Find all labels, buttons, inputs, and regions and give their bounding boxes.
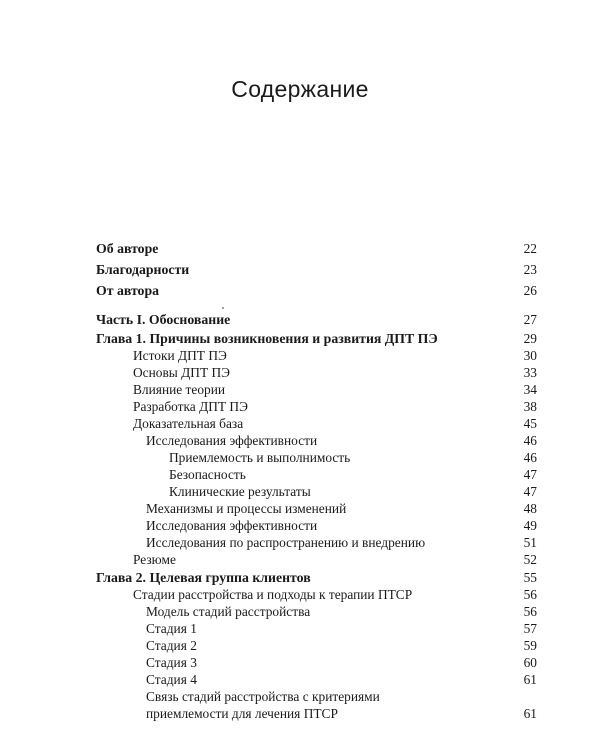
- toc-entry-label: Исследования эффективности: [146, 433, 318, 448]
- toc-entry: [0, 364, 600, 382]
- toc-entry-label: Глава 2. Целевая группа клиентов: [96, 570, 311, 585]
- toc-entry: [0, 449, 600, 467]
- toc-entry-label: Глава 1. Причины возникновения и развития ДПТ ПЭ: [96, 331, 438, 346]
- toc-entry-page: 56: [523, 604, 537, 619]
- toc-entry: [0, 688, 600, 706]
- toc-entry-label: Стадии расстройства и подходы к терапии ПТСР: [133, 587, 413, 602]
- toc-entry: [0, 415, 600, 433]
- toc-entry-label: Резюме: [133, 552, 176, 567]
- toc-entry: [0, 671, 600, 689]
- toc-entry-page: 47: [523, 484, 537, 499]
- toc-entry-page: 59: [523, 638, 537, 653]
- toc-entry-label: Исследования по распространению и внедрению: [146, 535, 426, 550]
- toc-entry: [0, 500, 600, 518]
- toc-entry: [0, 381, 600, 399]
- toc-entry-page: 47: [523, 467, 537, 482]
- toc-entry-page: 61: [523, 672, 537, 687]
- toc-entry: [0, 240, 600, 258]
- toc-entry-label: Стадия 1: [146, 621, 197, 636]
- toc-entry-label: приемлемости для лечения ПТСР: [146, 706, 338, 721]
- toc-entry-page: 60: [523, 655, 537, 670]
- toc-entry-page: 56: [523, 587, 537, 602]
- toc-entry: [0, 466, 600, 484]
- toc-entry: [0, 398, 600, 416]
- toc-entry-label: Стадия 4: [146, 672, 197, 687]
- toc-entry-page: 46: [523, 433, 537, 448]
- print-speck: [222, 307, 224, 309]
- toc-entry-page: 23: [523, 262, 537, 277]
- toc-entry-page: 55: [523, 570, 537, 585]
- toc-entry-label: Безопасность: [169, 467, 246, 482]
- toc-entry-page: 49: [523, 518, 537, 533]
- toc-entry-label: Клинические результаты: [169, 484, 311, 499]
- toc-entry-label: Часть I. Обоснование: [96, 312, 231, 327]
- toc-entry-label: Стадия 2: [146, 638, 197, 653]
- toc-entry: [0, 330, 600, 348]
- toc-entry: [0, 311, 600, 329]
- toc-entry: [0, 282, 600, 300]
- toc-entry-page: 51: [523, 535, 537, 550]
- toc-entry-page: 30: [523, 348, 537, 363]
- toc-entry: [0, 654, 600, 672]
- toc-entry: [0, 534, 600, 552]
- toc-entry-label: Об авторе: [96, 241, 159, 256]
- toc-entry: [0, 517, 600, 535]
- toc-entry-label: Модель стадий расстройства: [146, 604, 311, 619]
- toc-entry: [0, 569, 600, 587]
- toc-entry-label: Стадия 3: [146, 655, 197, 670]
- toc-entry-page: 45: [523, 416, 537, 431]
- toc-entry-label: Основы ДПТ ПЭ: [133, 365, 230, 380]
- toc-entry-label: Истоки ДПТ ПЭ: [133, 348, 227, 363]
- toc-entry-label: От автора: [96, 283, 160, 298]
- toc-entry-page: 26: [523, 283, 537, 298]
- toc-entry-label: Влияние теории: [133, 382, 226, 397]
- toc-entry-label: Доказательная база: [133, 416, 244, 431]
- toc-entry-label: Связь стадий расстройства с критериями: [146, 689, 380, 704]
- toc-entry-label: Механизмы и процессы изменений: [146, 501, 347, 516]
- page-title: Содержание: [231, 76, 369, 102]
- toc-entry-label: Приемлемость и выполнимость: [169, 450, 351, 465]
- toc-entry-label: Исследования эффективности: [146, 518, 318, 533]
- toc-entry: [0, 620, 600, 638]
- toc-entry-page: 57: [523, 621, 537, 636]
- toc-entry-page: 46: [523, 450, 537, 465]
- toc-entry-page: 34: [523, 382, 537, 397]
- toc-entry-page: 61: [523, 706, 537, 721]
- toc-entry: [0, 483, 600, 501]
- toc-entry-label: Благодарности: [96, 262, 190, 277]
- toc-entry-page: 29: [523, 331, 537, 346]
- toc-entry: [0, 551, 600, 569]
- toc-entry-label: Разработка ДПТ ПЭ: [133, 399, 248, 414]
- toc-entry-page: 33: [523, 365, 537, 380]
- toc-entry: [0, 603, 600, 621]
- toc-entry-page: 52: [523, 552, 537, 567]
- toc-entry-page: 38: [523, 399, 537, 414]
- toc-entry-page: 48: [523, 501, 537, 516]
- toc-entry: [0, 705, 600, 723]
- toc-entry-page: 27: [523, 312, 537, 327]
- toc-entry: [0, 432, 600, 450]
- toc-entry: [0, 347, 600, 365]
- toc-entry: [0, 261, 600, 279]
- toc-entry-page: 22: [523, 241, 537, 256]
- toc-entry: [0, 637, 600, 655]
- toc-entry: [0, 586, 600, 604]
